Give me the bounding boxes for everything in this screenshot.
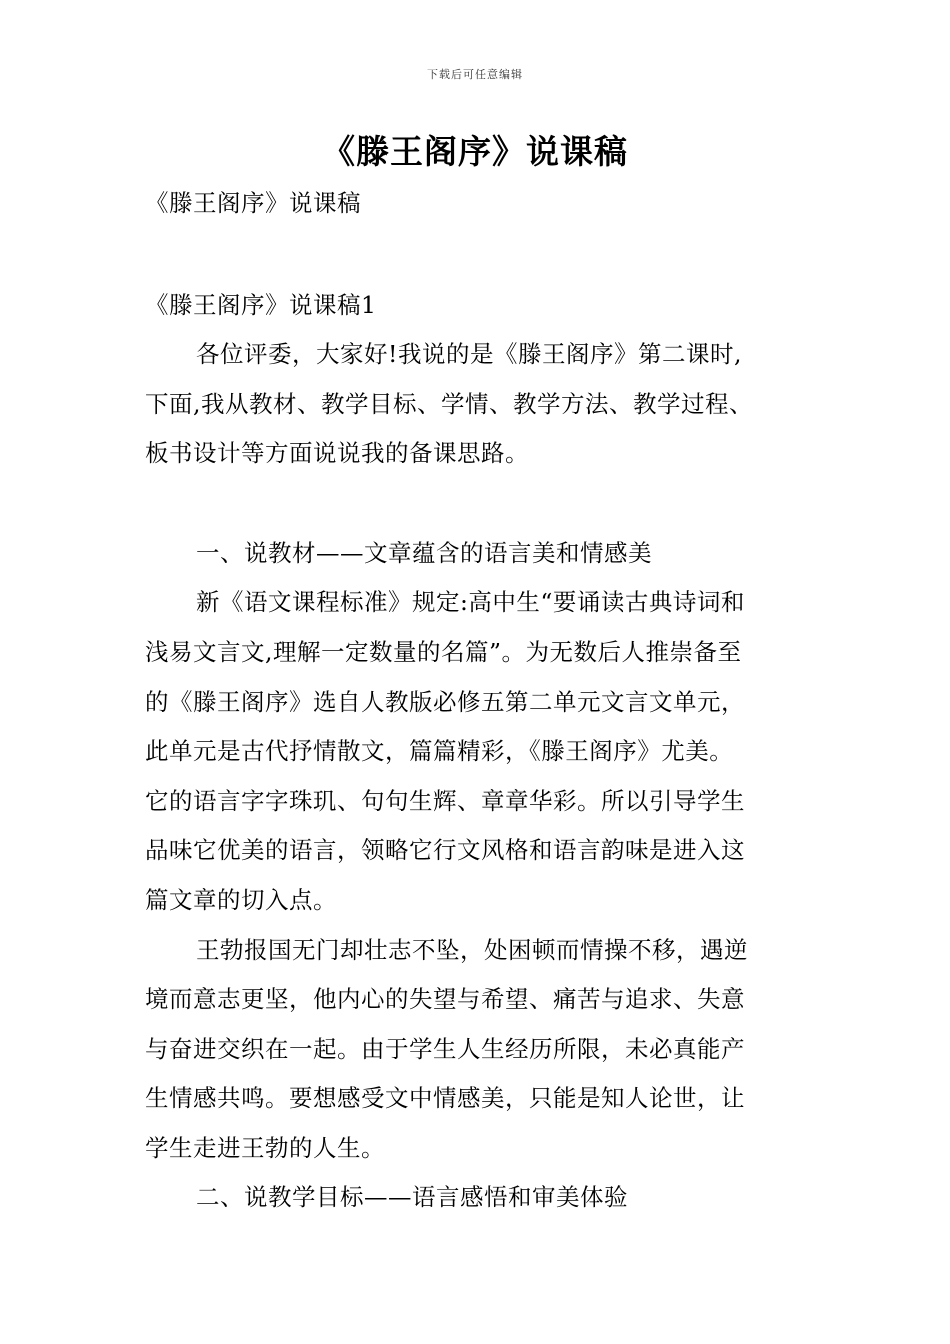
section-heading: 一、说教材——文章蕴含的语言美和情感美 bbox=[196, 539, 652, 567]
paragraph-line: 的《滕王阁序》选自人教版必修五第二单元文言文单元， bbox=[145, 688, 745, 716]
paragraph-line: 境而意志更坚，他内心的失望与希望、痛苦与追求、失意 bbox=[145, 985, 745, 1013]
paragraph-line: 品味它优美的语言，领略它行文风格和语言韵味是进入这 bbox=[145, 836, 745, 864]
paragraph-line: 王勃报国无门却壮志不坠，处困顿而情操不移，遇逆 bbox=[196, 936, 748, 964]
section-heading: 二、说教学目标——语言感悟和审美体验 bbox=[196, 1183, 628, 1211]
paragraph-line: 学生走进王勃的人生。 bbox=[145, 1134, 385, 1162]
paragraph-line: 篇文章的切入点。 bbox=[145, 886, 337, 914]
paragraph-line: 浅易文言文,理解一定数量的名篇”。为无数后人推崇备至 bbox=[145, 638, 742, 666]
paragraph-line: 它的语言字字珠玑、句句生辉、章章华彩。所以引导学生 bbox=[145, 787, 745, 815]
paragraph-line: 生情感共鸣。要想感受文中情感美，只能是知人论世，让 bbox=[145, 1084, 745, 1112]
header-note: 下载后可任意编辑 bbox=[427, 68, 523, 81]
paragraph-line: 与奋进交织在一起。由于学生人生经历所限，未必真能产 bbox=[145, 1035, 745, 1063]
paragraph-line: 新《语文课程标准》规定:高中生“要诵读古典诗词和 bbox=[196, 588, 745, 616]
section-title: 《滕王阁序》说课稿1 bbox=[145, 291, 377, 319]
subtitle: 《滕王阁序》说课稿 bbox=[145, 189, 361, 217]
paragraph-line: 此单元是古代抒情散文，篇篇精彩，《滕王阁序》尤美。 bbox=[145, 737, 734, 765]
paragraph-line: 板书设计等方面说说我的备课思路。 bbox=[145, 439, 529, 467]
document-title: 《滕王阁序》说课稿 bbox=[322, 132, 628, 171]
paragraph-line: 下面,我从教材、教学目标、学情、教学方法、教学过程、 bbox=[145, 390, 753, 418]
paragraph-line: 各位评委，大家好!我说的是《滕王阁序》第二课时, bbox=[196, 340, 742, 368]
